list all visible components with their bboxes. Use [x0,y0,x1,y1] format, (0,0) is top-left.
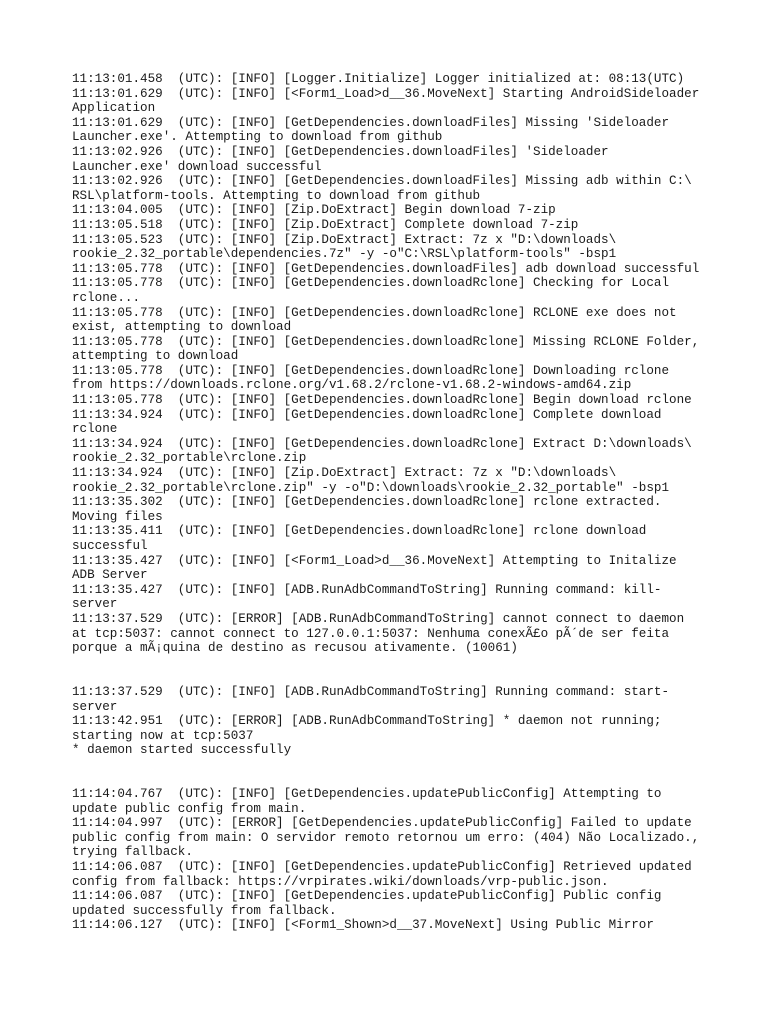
log-line: rclone [72,422,118,437]
log-line: 11:13:04.005 (UTC): [INFO] [Zip.DoExtract] Begin download 7-zip [72,203,556,218]
log-line: config from fallback: https://vrpirates.wiki/downloads/vrp-public.json. [72,874,609,889]
log-line: 11:13:35.302 (UTC): [INFO] [GetDependencies.downloadRclone] rclone extracted. [72,495,662,510]
log-line: 11:14:06.087 (UTC): [INFO] [GetDependencies.updatePublicConfig] Public config [72,889,662,904]
log-line [72,773,712,788]
log-line: Launcher.exe'. Attempting to download from github [72,130,443,145]
log-line: porque a mÃ¡quina de destino as recusou ativamente. (10061) [72,641,518,656]
log-line: attempting to download [72,349,239,364]
log-line: 11:13:34.924 (UTC): [INFO] [GetDependencies.downloadRclone] Extract D:\downloads\ [72,436,692,451]
log-line: 11:13:02.926 (UTC): [INFO] [GetDependencies.downloadFiles] 'Sideloader [72,144,609,159]
log-line: Moving files [72,509,163,524]
log-line: from https://downloads.rclone.org/v1.68.2/rclone-v1.68.2-windows-amd64.zip [72,378,632,393]
log-line: 11:13:35.427 (UTC): [INFO] [ADB.RunAdbCommandToString] Running command: kill- [72,582,662,597]
log-line: 11:13:05.523 (UTC): [INFO] [Zip.DoExtract] Extract: 7z x "D:\downloads\ [72,232,617,247]
log-line: exist, attempting to download [72,320,292,335]
log-line: ADB Server [72,568,148,583]
log-line: rclone... [72,290,141,305]
log-line [72,656,712,671]
log-line: 11:14:04.767 (UTC): [INFO] [GetDependencies.updatePublicConfig] Attempting to [72,787,662,802]
log-line: trying fallback. [72,845,193,860]
log-line: 11:13:01.629 (UTC): [INFO] [GetDependencies.downloadFiles] Missing 'Sideloader [72,115,670,130]
log-line: 11:13:37.529 (UTC): [ERROR] [ADB.RunAdbCommandToString] cannot connect to daemon [72,611,685,626]
log-line: 11:14:06.087 (UTC): [INFO] [GetDependencies.updatePublicConfig] Retrieved updated [72,860,692,875]
log-line: Launcher.exe' download successful [72,159,322,174]
log-line: 11:13:05.778 (UTC): [INFO] [GetDependencies.downloadRclone] Checking for Local [72,276,670,291]
log-line: starting now at tcp:5037 [72,728,254,743]
log-line: RSL\platform-tools. Attempting to download from github [72,188,481,203]
log-line: 11:13:35.427 (UTC): [INFO] [<Form1_Load>d__36.MoveNext] Attempting to Initalize [72,553,677,568]
log-text [72,72,712,933]
log-line: rookie_2.32_portable\rclone.zip [72,451,307,466]
log-line: rookie_2.32_portable\rclone.zip" -y -o"D:\downloads\rookie_2.32_portable" -bsp1 [72,480,670,495]
log-line: 11:14:04.997 (UTC): [ERROR] [GetDependencies.updatePublicConfig] Failed to update [72,816,692,831]
log-line [72,670,712,685]
log-line: 11:13:01.458 (UTC): [INFO] [Logger.Initialize] Logger initialized at: 08:13(UTC) [72,72,685,86]
log-line: at tcp:5037: cannot connect to 127.0.0.1:5037: Nenhuma conexÃ£o pÃ´de ser feita [72,626,670,641]
log-line: 11:13:05.778 (UTC): [INFO] [GetDependencies.downloadRclone] RCLONE exe does not [72,305,677,320]
log-line: server [72,597,118,612]
log-line: 11:13:34.924 (UTC): [INFO] [GetDependencies.downloadRclone] Complete download [72,407,662,422]
log-line: 11:13:05.778 (UTC): [INFO] [GetDependencies.downloadRclone] Begin download rclone [72,393,692,408]
log-line: 11:13:35.411 (UTC): [INFO] [GetDependencies.downloadRclone] rclone download [72,524,647,539]
log-line: successful [72,539,148,553]
log-line: 11:14:06.127 (UTC): [INFO] [<Form1_Shown>d__37.MoveNext] Using Public Mirror [72,918,654,933]
log-line: 11:13:01.629 (UTC): [INFO] [<Form1_Load>d__36.MoveNext] Starting AndroidSideloader [72,86,700,101]
log-line: updated successfully from fallback. [72,903,337,918]
log-line: 11:13:05.778 (UTC): [INFO] [GetDependencies.downloadRclone] Downloading rclone [72,363,670,378]
log-line: 11:13:05.518 (UTC): [INFO] [Zip.DoExtract] Complete download 7-zip [72,217,579,232]
log-line [72,758,712,773]
log-line: 11:13:05.778 (UTC): [INFO] [GetDependencies.downloadFiles] adb download successful [72,261,700,276]
log-line: * daemon started successfully [72,743,292,758]
log-line: 11:13:05.778 (UTC): [INFO] [GetDependencies.downloadRclone] Missing RCLONE Folder, [72,334,700,349]
log-line: 11:13:34.924 (UTC): [INFO] [Zip.DoExtract] Extract: 7z x "D:\downloads\ [72,466,617,481]
log-line: Application [72,101,156,116]
log-line: 11:13:42.951 (UTC): [ERROR] [ADB.RunAdbCommandToString] * daemon not running; [72,714,662,729]
log-line: 11:13:37.529 (UTC): [INFO] [ADB.RunAdbCommandToString] Running command: start- [72,684,670,699]
log-line: 11:13:02.926 (UTC): [INFO] [GetDependencies.downloadFiles] Missing adb within C:\ [72,174,692,189]
log-line: public config from main: O servidor remoto retornou um erro: (404) Não Localizado., [72,830,700,845]
log-line: rookie_2.32_portable\dependencies.7z" -y -o"C:\RSL\platform-tools" -bsp1 [72,247,617,262]
log-line: server [72,699,118,714]
log-line: update public config from main. [72,801,307,816]
